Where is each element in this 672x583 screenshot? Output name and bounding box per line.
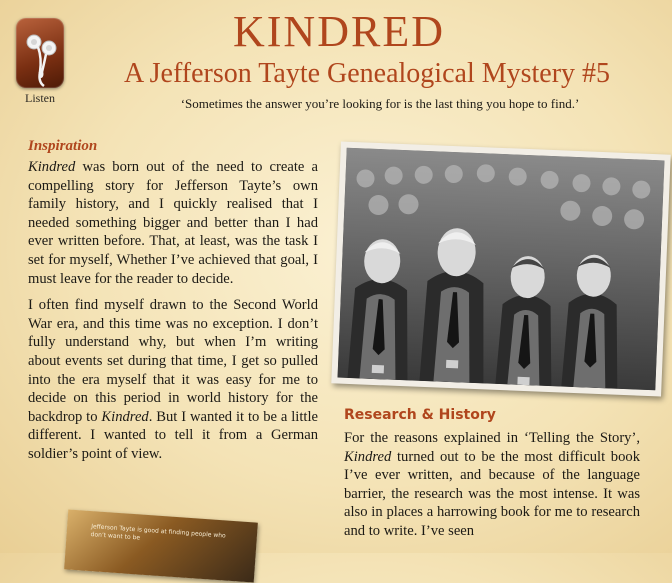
book-title-emphasis: Kindred (344, 448, 392, 465)
inspiration-paragraph-1 (28, 158, 318, 288)
research-heading: Research & History (344, 407, 496, 423)
book-title-emphasis: Kindred (101, 408, 149, 425)
inspiration-text (28, 158, 318, 472)
research-text (344, 429, 640, 549)
inspiration-paragraph-2 (28, 296, 318, 463)
book-cover-thumbnail[interactable] (64, 509, 258, 582)
book-cover-blurb: Jefferson Tayte is good at finding people who don’t want to be (90, 523, 226, 542)
photo-image (338, 148, 665, 391)
research-p1-text-a: For the reasons explained in ‘Telling the Story’, (344, 430, 640, 446)
book-title-emphasis: Kindred (28, 159, 76, 175)
inspiration-heading: Inspiration (28, 138, 98, 154)
research-p1-text-b: turned out to be the most difficult book I’ve ever written, and because of the language barrier, the research was the most intense. It was also in places a harrowing book for me to research and to write. I’ve seen (344, 448, 640, 539)
page-title: KINDRED (233, 7, 445, 56)
inspiration-p2-text-b: . But I wanted it to be a little different. I wanted to tell it from a German soldier’s point of view. (28, 408, 318, 462)
listen-label[interactable]: Listen (25, 91, 55, 105)
tagline: ‘Sometimes the answer you’re looking for is the last thing you hope to find.’ (180, 96, 580, 111)
page-subtitle: A Jefferson Tayte Genealogical Mystery #5 (123, 58, 611, 89)
inspiration-p2-text-a: I often find myself drawn to the Second World War era, and this time was no exception. I don’t fully understand why, but when I’m writing about events set during that time, I get so pulled into the era myself that it was easy for me to decide on this period in world history for the backdrop to (28, 297, 318, 425)
research-paragraph-1 (344, 429, 640, 541)
historical-photo (331, 141, 670, 396)
inspiration-p1-text: was born out of the need to create a compelling story for Jefferson Tayte’s own family history, and I quickly realised that I needed something bigger and better than I had ever written before. That, at least, was the task I set for myself, Whether I’ve achieved that goal, I must leave for the reader to decide. (28, 159, 318, 287)
